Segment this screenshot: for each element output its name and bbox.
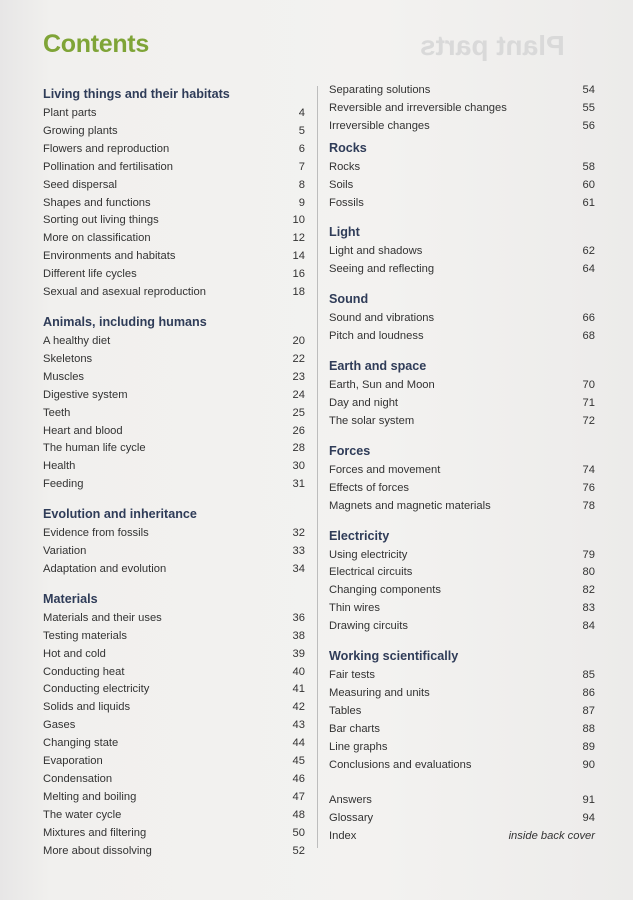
toc-entry-sound-and-vibrations[interactable] xyxy=(329,310,595,328)
toc-entry-solids-and-liquids[interactable] xyxy=(43,699,305,717)
entry-page-number: 90 xyxy=(582,758,595,771)
entry-label: Melting and boiling xyxy=(43,790,137,803)
entry-page-number: 46 xyxy=(292,773,305,785)
section-heading: Working scientifically xyxy=(329,649,459,664)
toc-entry-variation[interactable] xyxy=(43,543,305,561)
section-heading: Rocks xyxy=(329,140,367,155)
entry-label: Heart and blood xyxy=(43,424,123,437)
entry-label: A healthy diet xyxy=(43,334,111,347)
entry-page-number: 78 xyxy=(582,499,595,512)
toc-entry-evaporation[interactable] xyxy=(43,753,305,771)
entry-label: Tables xyxy=(329,704,362,717)
entry-label: Fossils xyxy=(329,196,364,209)
section-materials xyxy=(43,591,305,861)
entry-page-number: 94 xyxy=(582,812,595,825)
entry-page-number: 71 xyxy=(582,396,595,409)
entry-label: Effects of forces xyxy=(329,481,410,494)
toc-entry-glossary[interactable] xyxy=(329,810,595,828)
section-sound xyxy=(329,291,595,346)
entry-page-number: 91 xyxy=(582,794,595,807)
toc-entry-gases[interactable] xyxy=(43,717,305,735)
end-matter-list xyxy=(329,792,595,846)
page-title: Contents xyxy=(43,30,149,58)
entry-label: Conducting heat xyxy=(43,665,125,678)
toc-entry-the-solar-system[interactable] xyxy=(329,413,595,431)
toc-entry-using-electricity[interactable] xyxy=(329,547,595,565)
toc-entry-evidence-from-fossils[interactable] xyxy=(43,525,305,543)
entry-page-number: 23 xyxy=(292,370,305,383)
entry-page-number: 14 xyxy=(292,250,305,263)
entry-page-number: 84 xyxy=(582,620,595,633)
entry-page-number: 47 xyxy=(292,790,305,803)
entry-page-number: 40 xyxy=(292,665,305,678)
entry-label: Glossary xyxy=(329,812,374,825)
toc-entry-muscles[interactable] xyxy=(43,369,305,387)
entry-label: Condensation xyxy=(43,773,113,785)
column-divider xyxy=(317,86,318,848)
entry-label: Fair tests xyxy=(329,669,376,682)
toc-entry-drawing-circuits[interactable] xyxy=(329,618,595,636)
entry-label: Electrical circuits xyxy=(329,566,413,579)
entry-label: The solar system xyxy=(329,414,415,427)
entry-label: Using electricity xyxy=(329,548,408,561)
entry-label: Answers xyxy=(329,794,372,807)
entry-page-number: 66 xyxy=(582,312,595,325)
toc-entry-answers[interactable] xyxy=(329,792,595,810)
entry-label: Digestive system xyxy=(43,388,128,401)
entry-page-number: 74 xyxy=(582,463,595,476)
entry-page-number: 30 xyxy=(292,460,305,473)
entry-page-number: 56 xyxy=(582,119,595,132)
entry-label: Materials and their uses xyxy=(43,611,162,624)
entry-page-number: inside back cover xyxy=(508,830,595,843)
entry-label: Plant parts xyxy=(43,107,97,119)
toc-entry-light-and-shadows[interactable] xyxy=(329,243,595,261)
entry-label: Teeth xyxy=(43,406,71,419)
toc-entry-teeth[interactable] xyxy=(43,405,305,423)
entry-label: Irreversible changes xyxy=(329,119,430,132)
entry-label: Changing state xyxy=(43,737,119,750)
toc-entry-rocks[interactable] xyxy=(329,159,595,177)
toc-entry-a-healthy-diet[interactable] xyxy=(43,333,305,351)
entry-label: Health xyxy=(43,460,76,473)
entry-page-number: 4 xyxy=(298,107,305,119)
entry-page-number: 7 xyxy=(298,160,305,173)
toc-entry-changing-state[interactable] xyxy=(43,735,305,753)
entry-page-number: 85 xyxy=(582,669,595,682)
entry-label: Evaporation xyxy=(43,755,103,768)
continued-materials-list xyxy=(329,82,595,136)
toc-entry-mixtures-and-filtering[interactable] xyxy=(43,825,305,843)
entry-label: More about dissolving xyxy=(43,844,152,857)
toc-entry-health[interactable] xyxy=(43,458,305,476)
entry-page-number: 79 xyxy=(582,548,595,561)
entry-label: Skeletons xyxy=(43,352,93,365)
entry-page-number: 58 xyxy=(582,160,595,173)
section-animals-including-humans xyxy=(43,314,305,494)
section-heading: Electricity xyxy=(329,528,390,543)
section-heading: Living things and their habitats xyxy=(43,87,230,101)
section-evolution-and-inheritance xyxy=(43,506,305,579)
toc-entry-measuring-and-units[interactable] xyxy=(329,685,595,703)
entry-page-number: 42 xyxy=(292,701,305,714)
toc-entry-pollination-and-fertilisation[interactable] xyxy=(43,159,305,177)
entry-label: Feeding xyxy=(43,478,84,491)
section-electricity xyxy=(329,528,595,637)
toc-entry-more-about-dissolving[interactable] xyxy=(43,843,305,861)
entry-label: Earth, Sun and Moon xyxy=(329,379,435,392)
entry-page-number: 32 xyxy=(292,527,305,540)
entry-page-number: 72 xyxy=(582,414,595,427)
entry-label: Index xyxy=(329,830,357,843)
toc-entry-condensation[interactable] xyxy=(43,771,305,789)
toc-entry-soils[interactable] xyxy=(329,177,595,195)
entry-label: Testing materials xyxy=(43,629,127,642)
entry-label: Measuring and units xyxy=(329,686,430,699)
entry-label: More on classification xyxy=(43,232,151,245)
entry-label: Rocks xyxy=(329,160,361,173)
toc-entry-fair-tests[interactable] xyxy=(329,667,595,685)
entry-label: Evidence from fossils xyxy=(43,527,149,540)
toc-entry-fossils[interactable] xyxy=(329,195,595,213)
entry-label: Thin wires xyxy=(329,602,380,615)
entry-label: Gases xyxy=(43,719,76,732)
entry-label: Separating solutions xyxy=(329,84,431,96)
entry-label: Changing components xyxy=(329,584,441,597)
section-heading: Animals, including humans xyxy=(43,314,207,329)
entry-label: Seed dispersal xyxy=(43,178,118,191)
entry-label: Conducting electricity xyxy=(43,683,150,696)
section-working-scientifically xyxy=(329,648,595,774)
entry-page-number: 28 xyxy=(292,442,305,455)
toc-entry-irreversible-changes[interactable] xyxy=(329,118,595,136)
entry-page-number: 36 xyxy=(292,611,305,624)
section-heading: Earth and space xyxy=(329,359,427,374)
entry-page-number: 41 xyxy=(292,683,305,696)
entry-page-number: 64 xyxy=(582,263,595,276)
toc-entry-line-graphs[interactable] xyxy=(329,739,595,757)
entry-page-number: 18 xyxy=(292,286,305,299)
entry-page-number: 9 xyxy=(298,196,305,209)
toc-entry-sexual-and-asexual-reproduction[interactable] xyxy=(43,284,305,302)
entry-page-number: 55 xyxy=(582,101,595,114)
entry-label: Light and shadows xyxy=(329,245,423,258)
entry-page-number: 54 xyxy=(582,84,595,96)
entry-label: Variation xyxy=(43,545,87,558)
entry-label: Solids and liquids xyxy=(43,701,131,714)
toc-entry-seed-dispersal[interactable] xyxy=(43,177,305,195)
section-heading: Sound xyxy=(329,292,369,307)
entry-label: The water cycle xyxy=(43,808,122,821)
toc-entry-tables[interactable] xyxy=(329,703,595,721)
toc-entry-seeing-and-reflecting[interactable] xyxy=(329,261,595,279)
entry-label: Seeing and reflecting xyxy=(329,263,435,276)
toc-entry-forces-and-movement[interactable] xyxy=(329,462,595,480)
section-living-things-and-their-habitats xyxy=(43,86,305,302)
toc-entry-pitch-and-loudness[interactable] xyxy=(329,328,595,346)
entry-page-number: 22 xyxy=(292,352,305,365)
section-heading: Materials xyxy=(43,591,98,606)
toc-entry-index[interactable] xyxy=(329,828,595,846)
toc-entry-effects-of-forces[interactable] xyxy=(329,480,595,498)
toc-entry-the-water-cycle[interactable] xyxy=(43,807,305,825)
show-through-text: Plant parts xyxy=(420,30,565,61)
entry-page-number: 43 xyxy=(292,719,305,732)
section-rocks xyxy=(329,140,595,213)
toc-entry-plant-parts[interactable] xyxy=(43,105,305,123)
entry-page-number: 5 xyxy=(298,124,305,137)
entry-page-number: 88 xyxy=(582,722,595,735)
entry-label: Magnets and magnetic materials xyxy=(329,499,491,512)
entry-page-number: 70 xyxy=(582,379,595,392)
entry-page-number: 82 xyxy=(582,584,595,597)
toc-entry-environments-and-habitats[interactable] xyxy=(43,248,305,266)
entry-page-number: 44 xyxy=(292,737,305,750)
entry-page-number: 80 xyxy=(582,566,595,579)
entry-label: Sorting out living things xyxy=(43,214,159,227)
toc-entry-digestive-system[interactable] xyxy=(43,387,305,405)
toc-entry-electrical-circuits[interactable] xyxy=(329,564,595,582)
entry-page-number: 20 xyxy=(292,334,305,347)
entry-label: Growing plants xyxy=(43,124,118,137)
entry-page-number: 48 xyxy=(292,808,305,821)
toc-entry-hot-and-cold[interactable] xyxy=(43,646,305,664)
section-earth-and-space xyxy=(329,358,595,431)
toc-entry-separating-solutions[interactable] xyxy=(329,82,595,100)
toc-entry-sorting-out-living-things[interactable] xyxy=(43,212,305,230)
entry-page-number: 6 xyxy=(298,142,305,155)
left-column xyxy=(43,82,305,861)
toc-entry-testing-materials[interactable] xyxy=(43,628,305,646)
toc-entry-bar-charts[interactable] xyxy=(329,721,595,739)
right-sections xyxy=(329,140,595,775)
entry-label: Mixtures and filtering xyxy=(43,826,147,839)
section-light xyxy=(329,224,595,279)
toc-entry-earth-sun-and-moon[interactable] xyxy=(329,377,595,395)
toc-entry-day-and-night[interactable] xyxy=(329,395,595,413)
spacer xyxy=(329,774,595,792)
entry-label: Reversible and irreversible changes xyxy=(329,101,507,114)
toc-entry-the-human-life-cycle[interactable] xyxy=(43,440,305,458)
entry-page-number: 24 xyxy=(292,388,305,401)
entry-page-number: 83 xyxy=(582,602,595,615)
entry-label: Flowers and reproduction xyxy=(43,142,170,155)
entry-page-number: 16 xyxy=(292,268,305,281)
entry-label: Soils xyxy=(329,178,354,191)
entry-label: Sound and vibrations xyxy=(329,312,435,325)
entry-page-number: 52 xyxy=(292,844,305,857)
right-column xyxy=(329,82,595,846)
entry-page-number: 50 xyxy=(292,826,305,839)
entry-label: Sexual and asexual reproduction xyxy=(43,286,206,299)
entry-label: Drawing circuits xyxy=(329,620,408,633)
entry-label: Pitch and loudness xyxy=(329,330,424,343)
entry-page-number: 62 xyxy=(582,245,595,258)
entry-page-number: 61 xyxy=(582,196,595,209)
entry-label: Environments and habitats xyxy=(43,250,176,263)
entry-page-number: 8 xyxy=(298,178,305,191)
entry-page-number: 89 xyxy=(582,740,595,753)
toc-entry-thin-wires[interactable] xyxy=(329,600,595,618)
toc-entry-shapes-and-functions[interactable] xyxy=(43,195,305,213)
entry-label: The human life cycle xyxy=(43,442,146,455)
entry-label: Adaptation and evolution xyxy=(43,562,167,575)
toc-entry-adaptation-and-evolution[interactable] xyxy=(43,561,305,579)
toc-entry-reversible-and-irreversible-changes[interactable] xyxy=(329,100,595,118)
entry-label: Conclusions and evaluations xyxy=(329,758,472,771)
section-heading: Forces xyxy=(329,443,371,458)
toc-entry-conclusions-and-evaluations[interactable] xyxy=(329,757,595,775)
entry-label: Bar charts xyxy=(329,722,380,735)
entry-label: Hot and cold xyxy=(43,647,106,660)
entry-page-number: 34 xyxy=(292,562,305,575)
entry-page-number: 25 xyxy=(292,406,305,419)
entry-label: Shapes and functions xyxy=(43,196,151,209)
entry-label: Muscles xyxy=(43,370,85,383)
entry-page-number: 26 xyxy=(292,424,305,437)
entry-label: Different life cycles xyxy=(43,268,137,281)
entry-page-number: 10 xyxy=(292,214,305,227)
toc-entry-materials-and-their-uses[interactable] xyxy=(43,610,305,628)
entry-page-number: 33 xyxy=(292,545,305,558)
entry-label: Forces and movement xyxy=(329,463,441,476)
entry-page-number: 68 xyxy=(582,330,595,343)
toc-entry-skeletons[interactable] xyxy=(43,351,305,369)
entry-page-number: 60 xyxy=(582,178,595,191)
section-heading: Light xyxy=(329,225,360,240)
entry-label: Day and night xyxy=(329,396,399,409)
toc-entry-melting-and-boiling[interactable] xyxy=(43,789,305,807)
entry-page-number: 76 xyxy=(582,481,595,494)
entry-page-number: 12 xyxy=(292,232,305,245)
toc-entry-growing-plants[interactable] xyxy=(43,123,305,141)
toc-entry-conducting-electricity[interactable] xyxy=(43,681,305,699)
toc-entry-feeding[interactable] xyxy=(43,476,305,494)
entry-page-number: 31 xyxy=(292,478,305,491)
entry-page-number: 39 xyxy=(292,647,305,660)
entry-page-number: 86 xyxy=(582,686,595,699)
section-heading: Evolution and inheritance xyxy=(43,507,197,522)
entry-label: Line graphs xyxy=(329,740,388,753)
entry-page-number: 38 xyxy=(292,629,305,642)
entry-page-number: 45 xyxy=(292,755,305,768)
toc-entry-heart-and-blood[interactable] xyxy=(43,423,305,441)
section-forces xyxy=(329,443,595,516)
entry-label: Pollination and fertilisation xyxy=(43,160,173,173)
toc-entry-magnets-and-magnetic-materials[interactable] xyxy=(329,498,595,516)
entry-page-number: 87 xyxy=(582,704,595,717)
toc-entry-different-life-cycles[interactable] xyxy=(43,266,305,284)
toc-entry-changing-components[interactable] xyxy=(329,582,595,600)
toc-entry-more-on-classification[interactable] xyxy=(43,230,305,248)
toc-entry-flowers-and-reproduction[interactable] xyxy=(43,141,305,159)
toc-entry-conducting-heat[interactable] xyxy=(43,664,305,682)
